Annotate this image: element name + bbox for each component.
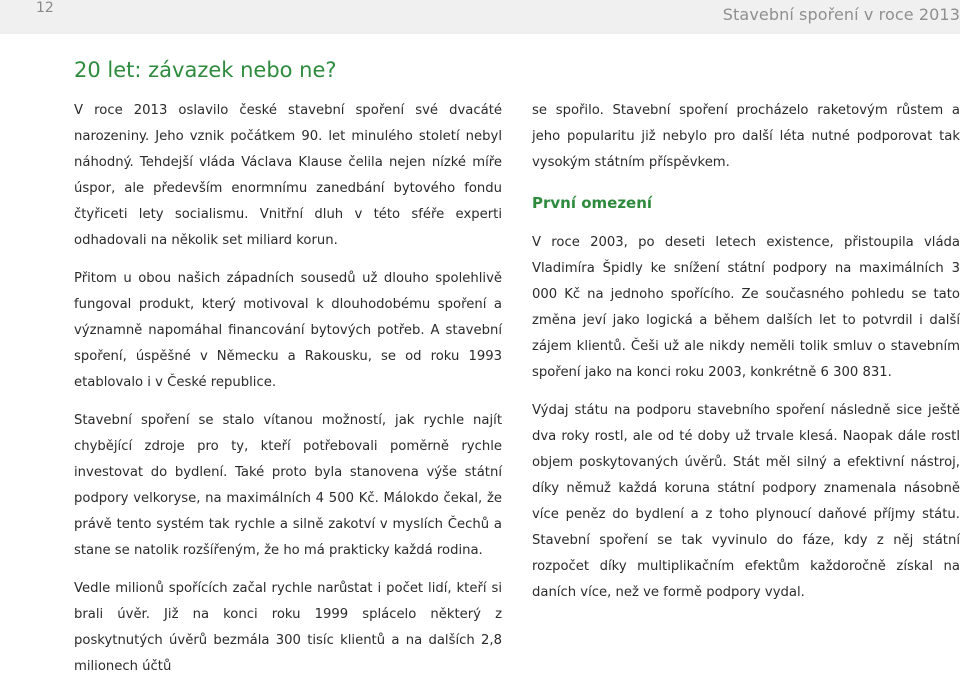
page-number: 12 bbox=[36, 0, 54, 16]
paragraph: se spořilo. Stavební spoření procházelo raketovým růstem a jeho popularitu již nebylo pro další léta nutné podporovat tak vysokým státním příspěvkem. bbox=[532, 103, 960, 170]
paragraph: Stavební spoření se stalo vítanou možností, jak rychle najít chybějící zdroje pro ty, kteří potřebovali poměrně rychle investovat do bydlení. Také proto byla stanovena výše státní podpory velkoryse, na maximálních 4 500 Kč. Málokdo čekal, že právě tento systém tak rychle a silně zakotví v myslích Čechů a stane se natolik rozšířeným, že ho má prakticky každá rodina. bbox=[74, 413, 502, 558]
left-column bbox=[74, 98, 502, 680]
paragraph: V roce 2013 oslavilo české stavební spoření své dvacáté narozeniny. Jeho vznik počátkem 90. let minulého století nebyl náhodný. Tehdejší vláda Václava Klause čelila nejen nízké míře úspor, ale především enormnímu zanedbání bytového fondu čtyřiceti lety socialismu. Vnitřní dluh v této sféře experti odhadovali na několik set miliard korun. bbox=[74, 103, 502, 248]
page-header bbox=[0, 0, 960, 34]
paragraph: Přitom u obou našich západních sousedů už dlouho spolehlivě fungoval produkt, který motivoval k dlouhodobému spoření a významně napomáhal financování bytových potřeb. A stavební spoření, úspěšné v Německu a Rakousku, se od roku 1993 etablovalo i v České republice. bbox=[74, 271, 502, 390]
paragraph: Vedle milionů spořících začal rychle narůstat i počet lidí, kteří si brali úvěr. Již na konci roku 1999 splácelo některý z poskytnutých úvěrů bezmála 300 tisíc klientů a na dalších 2,8 milionech účtů bbox=[74, 581, 502, 674]
section-heading: První omezení bbox=[532, 194, 653, 212]
right-column bbox=[532, 98, 960, 606]
running-title: Stavební spoření v roce 2013 bbox=[722, 5, 960, 24]
paragraph: Výdaj státu na podporu stavebního spoření následně sice ještě dva roky rostl, ale od té doby už trvale klesá. Naopak dále rostl objem poskytovaných úvěrů. Stát měl silný a efektivní nástroj, díky němuž každá koruna státní podpory znamenala násobně více peněz do bydlení a z toho plynoucí daňové příjmy státu. Stavební spoření se tak vyvinulo do fáze, kdy z něj státní rozpočet díky multiplikačním efektům každoročně získal na daních více, než ve formě podpory vydal. bbox=[532, 403, 960, 600]
article-title: 20 let: závazek nebo ne? bbox=[74, 58, 337, 82]
paragraph: V roce 2003, po deseti letech existence, přistoupila vláda Vladimíra Špidly ke snížení státní podpory na maximálních 3 000 Kč na jednoho spořícího. Ze současného pohledu se tato změna jeví jako logická a během dalších let to potvrdil i další zájem klientů. Češi už ale nikdy neměli tolik smluv o stavebním spoření jako na konci roku 2003, konkrétně 6 300 831. bbox=[532, 235, 960, 380]
